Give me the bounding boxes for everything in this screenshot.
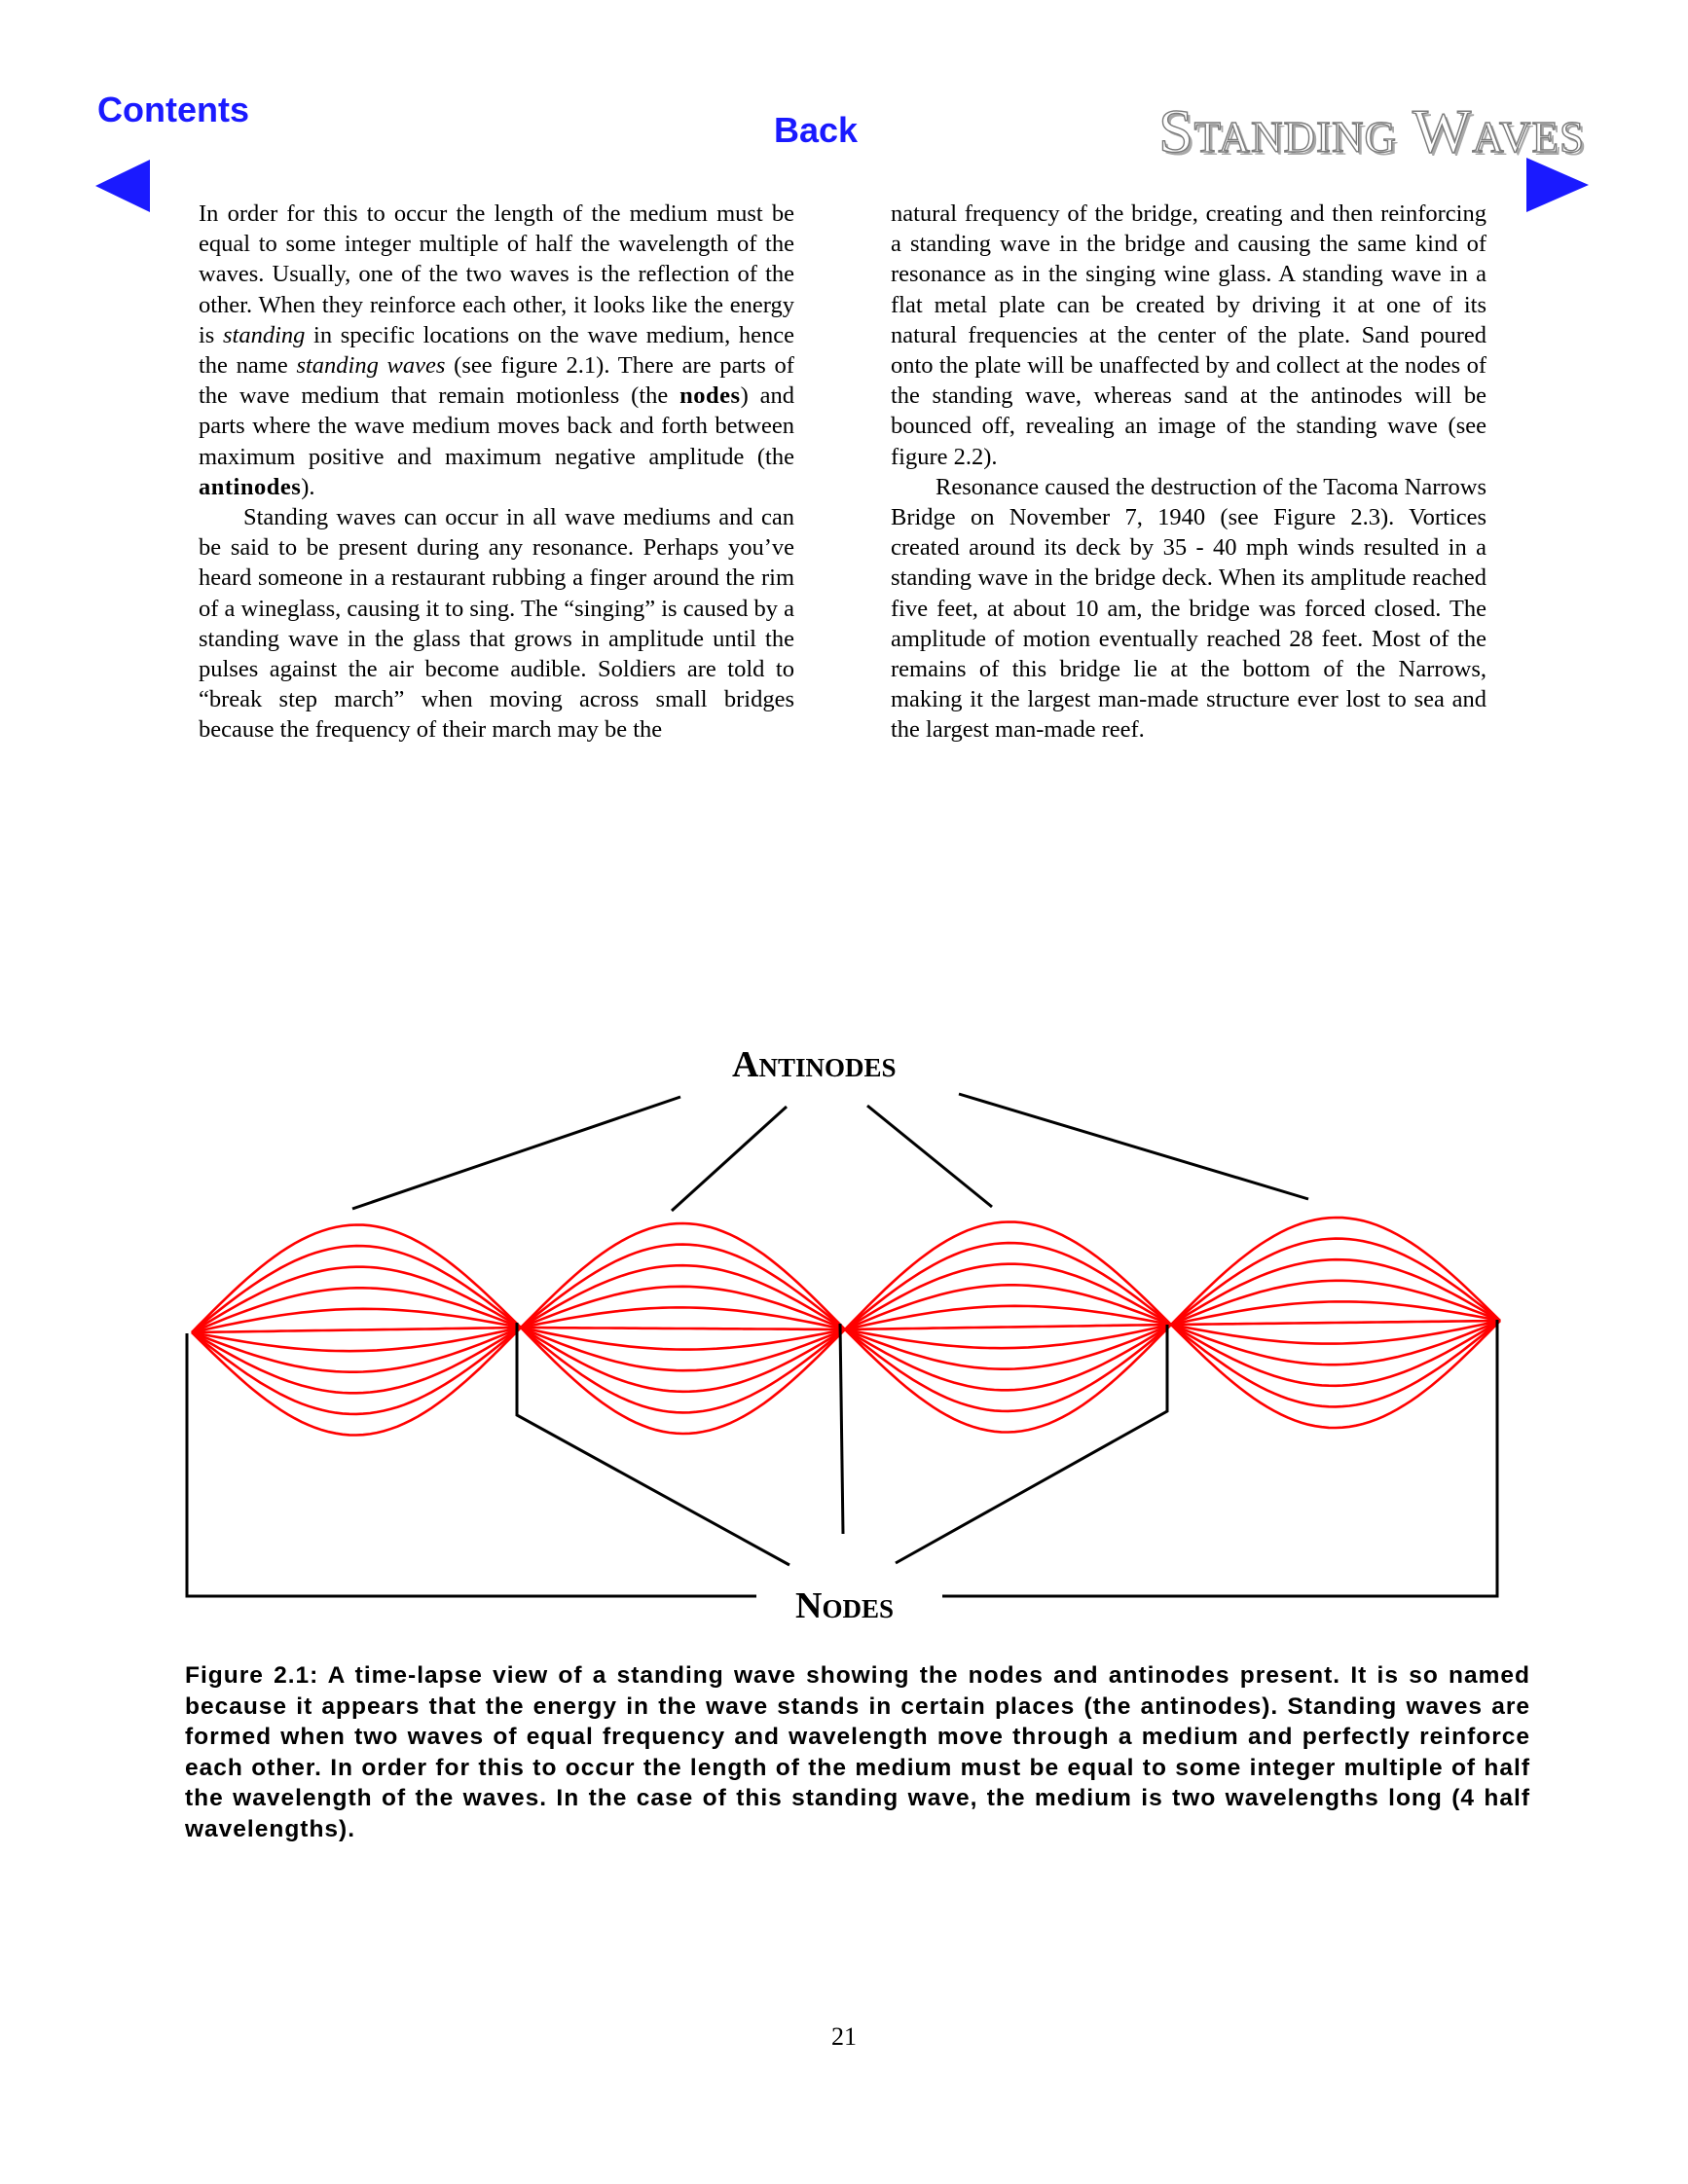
italic-term: standing waves (296, 352, 446, 380)
text-run: ). (301, 473, 315, 500)
contents-link[interactable]: Contents (97, 90, 249, 129)
figure-leader-lines (187, 1094, 1497, 1596)
node-pointer-left (517, 1323, 789, 1565)
nodes-label: Nodes (795, 1585, 894, 1626)
page-number: 21 (831, 2022, 857, 2051)
wave-curve (521, 1328, 845, 1434)
wave-curve (1171, 1218, 1500, 1325)
wave-curve (192, 1328, 521, 1436)
wave-curve (845, 1222, 1171, 1330)
wave-curve (521, 1223, 845, 1329)
wave-curve (1171, 1321, 1500, 1428)
standing-wave-curves (192, 1218, 1500, 1436)
italic-term: standing (223, 321, 306, 348)
text-run: ) and parts where the wave medium moves back and forth between maximum positive and maximum negative amplitude (the (199, 382, 794, 470)
bold-term: antinodes (199, 473, 302, 500)
node-pointer-center (840, 1324, 843, 1534)
wave-curve (192, 1328, 521, 1332)
wave-curve (521, 1328, 845, 1329)
text-run: Standing waves can occur in all wave mediums and can be said to be present during any resonance. Perhaps you’ve heard someone in a restaurant rubbing a finger around the rim of a wineglass, causing it to sing. The “singing” is caused by a standing wave in the glass that grows in amplitude until the pulses against the air become audible. Soldiers are told to “break step march” when moving across small bridges because the frequency of their march may be the (199, 504, 794, 744)
antinode-pointer-2 (672, 1107, 787, 1211)
antinode-pointer-1 (352, 1097, 680, 1209)
back-link[interactable]: Back (774, 110, 859, 150)
figure-caption: Figure 2.1: A time-lapse view of a standing wave showing the nodes and antinodes present. It is so named because it appears that the energy in the wave stands in certain places (the antinodes). Standing waves are formed when two waves of equal frequency and wavelength move through a medium and perfectly reinforce each other. In order for this to occur the length of the medium must be equal to some integer multiple of half the wavelength of the waves. In the case of this standing wave, the medium is two wavelengths long (4 half wavelengths). (185, 1662, 1530, 1842)
text-run: Resonance caused the destruction of the Tacoma Narrows Bridge on November 7, 1940 (see Figure 2.3). Vortices created around its deck by 35 - 40 mph winds resulted in a standing wave in the bridge deck. When its amplitude reached five feet, at about 10 am, the bridge was forced closed. The amplitude of motion eventually reached 28 feet. Most of the remains of this bridge lie at the bottom of the Narrows, making it the largest man-made structure ever lost to sea and the largest man-made reef. (891, 473, 1486, 744)
antinode-pointer-4 (959, 1094, 1308, 1199)
wave-curve (1171, 1321, 1500, 1325)
bold-term: nodes (679, 382, 741, 410)
chapter-title: Standing Waves (1158, 96, 1585, 165)
antinode-pointer-3 (867, 1106, 992, 1207)
text-run: in specific locations on the wave medium, hence the name (199, 321, 794, 380)
wave-curve (845, 1325, 1171, 1329)
wave-curve (845, 1325, 1171, 1433)
node-bracket-left (187, 1333, 756, 1596)
wave-curve (192, 1225, 521, 1333)
text-run: (see figure 2.1). There are parts of the wave medium that remain motionless (the (199, 352, 794, 410)
text-run: In order for this to occur the length of the medium must be equal to some integer multiple of half the wavelength of the waves. Usually, one of the two waves is the reflection of the other. When they reinforce each other, it looks like the energy is (199, 200, 794, 348)
text-run: natural frequency of the bridge, creating and then reinforcing a standing wave in the bridge and causing the same kind of resonance as in the singing wine glass. A standing wave in a flat metal plate can be created by driving it at one of its natural frequencies at the center of the plate. Sand poured onto the plate will be unaffected by and collect at the nodes of the standing wave, whereas sand at the antinodes will be bounced off, revealing an image of the standing wave (see figure 2.2). (891, 200, 1486, 470)
antinodes-label: Antinodes (732, 1044, 897, 1085)
